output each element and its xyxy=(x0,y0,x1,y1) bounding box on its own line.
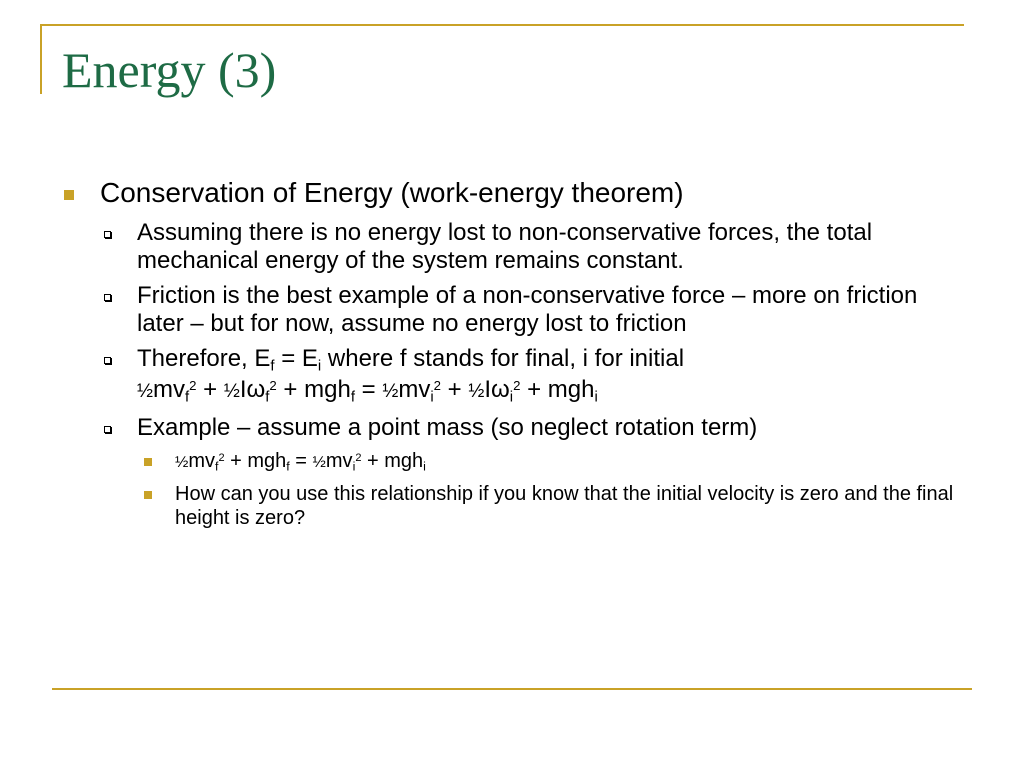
hollow-square-bullet-icon xyxy=(104,231,111,238)
bullet-text: Friction is the best example of a non-conservative force – more on friction later – but for now, assume no energy lost to friction xyxy=(137,282,918,337)
bullet-text: How can you use this relationship if you know that the initial velocity is zero and the final height is zero? xyxy=(175,483,954,529)
slide-title: Energy (3) xyxy=(62,42,277,98)
bullet-conservation xyxy=(0,177,1024,209)
bullet-text: Conservation of Energy (work-energy theorem) xyxy=(100,177,684,208)
left-rule xyxy=(40,24,42,94)
bullet-point-mass-equation xyxy=(0,449,965,475)
square-bullet-icon xyxy=(144,491,152,499)
hollow-square-bullet-icon xyxy=(104,426,111,433)
hollow-square-bullet-icon xyxy=(104,294,111,301)
bullet-assumption xyxy=(0,219,957,275)
bullet-friction xyxy=(0,282,957,338)
square-bullet-icon xyxy=(64,190,74,200)
top-rule xyxy=(40,24,964,26)
slide-body xyxy=(0,177,1024,537)
bullet-therefore xyxy=(0,345,957,373)
bullet-example xyxy=(0,414,957,442)
bullet-text: Example – assume a point mass (so neglect rotation term) xyxy=(137,414,758,441)
square-bullet-icon xyxy=(144,458,152,466)
bottom-rule xyxy=(52,688,972,690)
bullet-text: Assuming there is no energy lost to non-conservative forces, the total mechanical energy of the system remains constant. xyxy=(137,219,873,274)
bullet-text: $\frac{1}{2}mv_f^2 + mgh_f$ = $\frac{1}{2}mv_i^2 + mgh_i$ xyxy=(175,450,426,474)
energy-equation: $\frac{1}{2}mv_f^2$ + $\frac{1}{2}I\omega_f^2 + mgh_f$ = $\frac{1}{2}mv_i^2$ + $\frac{1}{2}I\omega_i^2 + mgh_i$ xyxy=(137,376,598,406)
bullet-text: Therefore, $E_f = E_i$ where f stands for final, i for initial xyxy=(137,345,685,375)
hollow-square-bullet-icon xyxy=(104,357,111,364)
bullet-question xyxy=(0,482,965,530)
